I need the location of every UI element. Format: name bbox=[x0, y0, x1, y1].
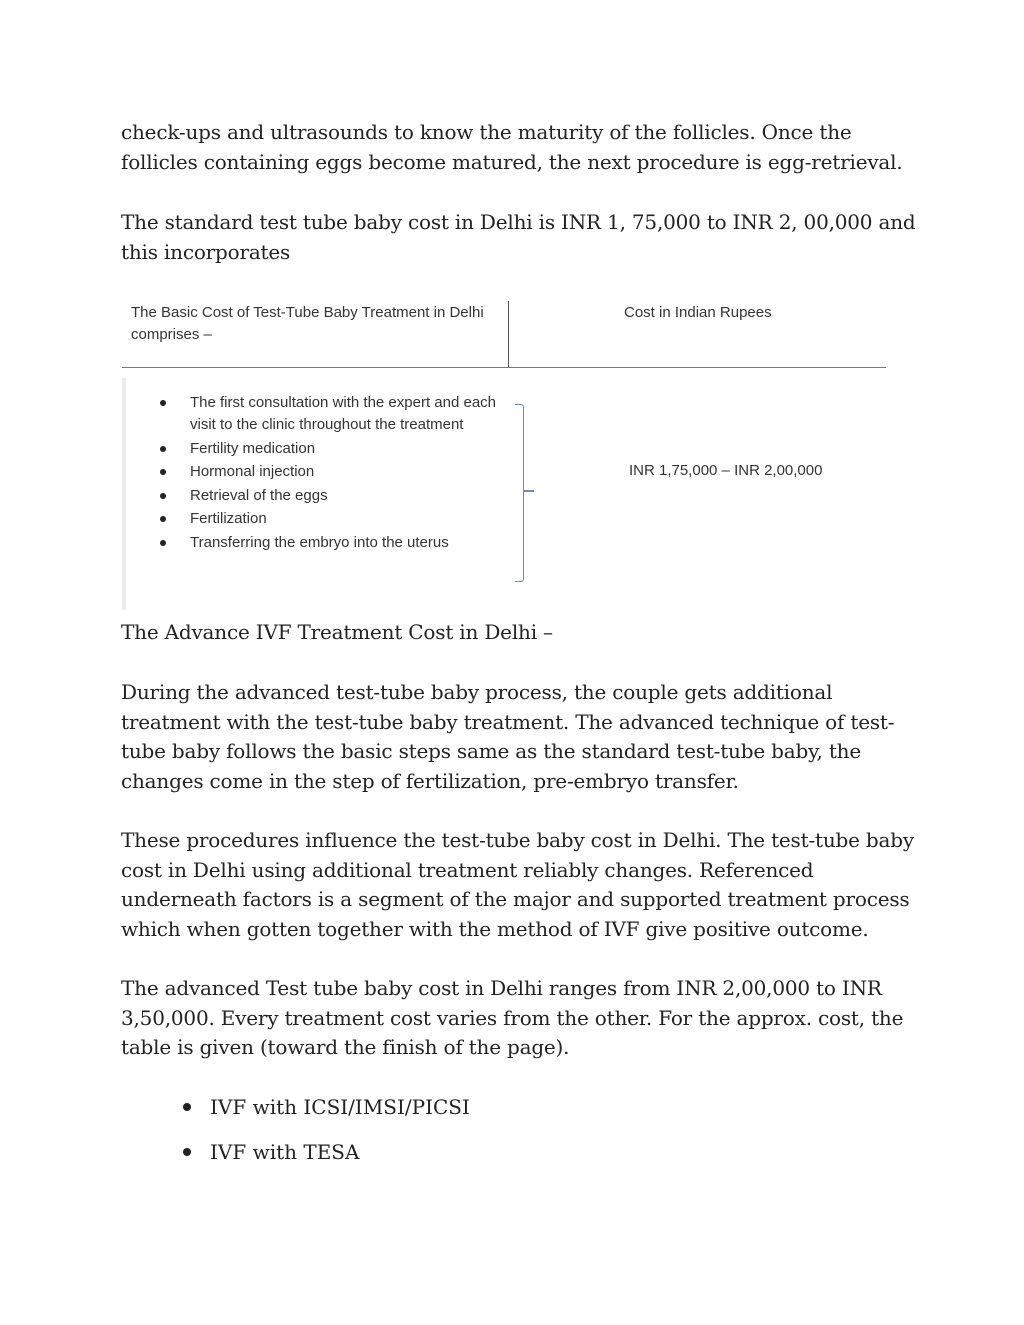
paragraph-intro: check-ups and ultrasounds to know the maturity of the follicles. Once the follicles containing eggs become matured, the next procedure is egg-retrieval. bbox=[121, 120, 903, 174]
table-header-cost: Cost in Indian Rupees bbox=[624, 304, 772, 321]
list-item: IVF with ICSI/IMSI/PICSI bbox=[183, 1092, 470, 1137]
section-heading-advance-ivf: The Advance IVF Treatment Cost in Delhi – bbox=[121, 620, 553, 644]
bullet-icon bbox=[160, 493, 166, 499]
bullet-icon bbox=[183, 1148, 191, 1156]
table-item: Fertility medication bbox=[122, 438, 502, 460]
list-item: IVF with TESA bbox=[183, 1137, 470, 1182]
advanced-options-list bbox=[183, 1092, 470, 1181]
bullet-icon bbox=[160, 400, 166, 406]
table-items-list bbox=[122, 392, 502, 555]
brace-tip bbox=[524, 490, 534, 492]
table-item: Fertilization bbox=[122, 508, 502, 530]
paragraph-advanced-process: During the advanced test-tube baby process, the couple gets additional treatment with the test-tube baby treatment. The advanced technique of test-tube baby follows the basic steps same as the standard test-tube baby, the changes come in the step of fertilization, pre-embryo transfer. bbox=[121, 680, 895, 794]
bullet-icon bbox=[183, 1103, 191, 1111]
basic-cost-table bbox=[122, 298, 888, 612]
bullet-icon bbox=[160, 540, 166, 546]
table-item: Hormonal injection bbox=[122, 461, 502, 483]
table-item: The first consultation with the expert and each visit to the clinic throughout the treatment bbox=[122, 392, 502, 436]
table-cost-value: INR 1,75,000 – INR 2,00,000 bbox=[629, 462, 823, 479]
table-header-treatment: The Basic Cost of Test-Tube Baby Treatment in Delhi comprises – bbox=[131, 304, 484, 343]
paragraph-advanced-cost: The advanced Test tube baby cost in Delhi ranges from INR 2,00,000 to INR 3,50,000. Every treatment cost varies from the other. For the approx. cost, the table is given (toward the finish of the page). bbox=[121, 976, 904, 1060]
bullet-icon bbox=[160, 516, 166, 522]
table-header-rule bbox=[122, 367, 886, 368]
table-item: Transferring the embryo into the uterus bbox=[122, 532, 502, 554]
paragraph-procedures: These procedures influence the test-tube baby cost in Delhi. The test-tube baby cost in Delhi using additional treatment reliably changes. Referenced underneath factors is a segment of the major and supported treatment process which when gotten together with the method of IVF give positive outcome. bbox=[121, 828, 914, 942]
table-item: Retrieval of the eggs bbox=[122, 485, 502, 507]
paragraph-standard-cost: The standard test tube baby cost in Delhi is INR 1, 75,000 to INR 2, 00,000 and this incorporates bbox=[121, 210, 916, 264]
bullet-icon bbox=[160, 469, 166, 475]
table-column-divider bbox=[508, 301, 509, 367]
bullet-icon bbox=[160, 446, 166, 452]
right-brace-icon bbox=[515, 404, 524, 582]
